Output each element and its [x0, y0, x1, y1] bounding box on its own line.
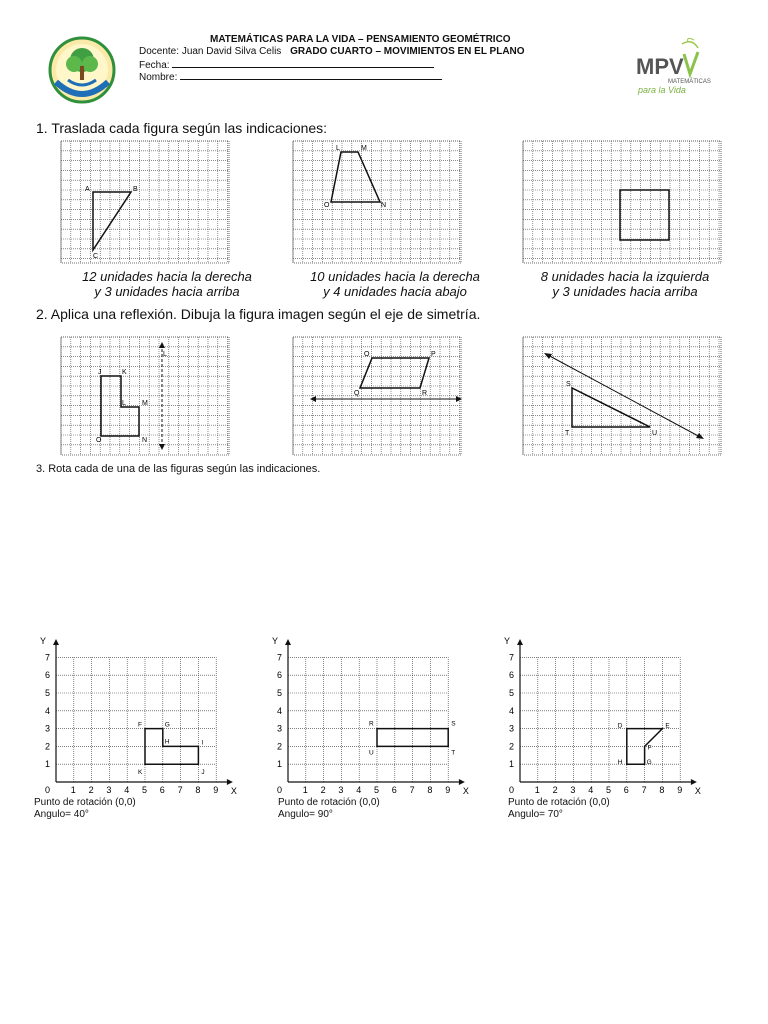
label-r: R [422, 390, 428, 397]
rotation-angle-2: Angulo= 90° [278, 809, 333, 820]
axis-label: L [163, 351, 167, 358]
nombre-label: Nombre: [139, 72, 178, 83]
x-tick-label: 5 [142, 785, 148, 795]
grid-1c [522, 140, 722, 264]
y-tick-label: 7 [45, 652, 51, 663]
x-axis-label: X [462, 786, 469, 796]
rotation-angle-3: Angulo= 70° [508, 809, 563, 820]
docente-label: Docente: [139, 46, 180, 57]
y-tick-label: 3 [277, 723, 283, 734]
x-tick-label: 3 [570, 785, 576, 795]
x-tick-label: 4 [588, 785, 594, 795]
y-axis-arrow-icon [517, 639, 523, 645]
arrow-downright-icon [696, 433, 704, 439]
section3-title: 3. Rota cada de una de las figuras según las indicaciones. [36, 463, 321, 475]
nombre-line [139, 70, 442, 83]
label-l2: L [122, 400, 126, 407]
y-tick-label: 1 [509, 759, 515, 770]
label-p: P [431, 351, 436, 358]
y-tick-label: 4 [277, 705, 283, 716]
y-tick-label: 4 [509, 705, 515, 716]
label-l: L [336, 145, 340, 152]
nombre-field[interactable] [180, 70, 442, 80]
vertex-label: K [138, 769, 143, 777]
y-axis-label: Y [272, 635, 279, 646]
y-tick-label: 7 [509, 652, 515, 663]
mpv-letters: MPV [636, 54, 684, 79]
x-tick-label: 9 [445, 785, 451, 795]
arrow-left-icon [310, 396, 316, 402]
fecha-field[interactable] [172, 58, 434, 68]
x-tick-label: 4 [124, 785, 130, 795]
x-axis-label: X [230, 786, 237, 796]
y-axis-label: Y [504, 635, 511, 646]
y-tick-label: 6 [509, 670, 515, 681]
label-n2: N [142, 437, 148, 444]
y-tick-label: 6 [277, 670, 283, 681]
rotation-caption-1 [34, 797, 136, 821]
caption-1b: 10 unidades hacia la derecha y 4 unidades hacia abajo [310, 269, 480, 299]
y-tick-label: 2 [277, 741, 283, 752]
x-tick-label: 2 [88, 785, 94, 795]
grade-label: GRADO CUARTO – MOVIMIENTOS EN EL PLANO [290, 46, 525, 57]
docente-line [139, 46, 525, 57]
y-tick-label: 5 [509, 688, 515, 698]
x-tick-label: 8 [427, 785, 433, 795]
vertex-label: H [617, 759, 623, 767]
x-tick-label: 3 [106, 785, 112, 795]
mpv-word1: MATEMÁTICAS [668, 79, 711, 85]
square-figure [620, 190, 669, 240]
arrow-down-icon [159, 444, 165, 450]
y-tick-label: 3 [45, 723, 51, 734]
vertex-label: H [164, 738, 170, 746]
vertex-label: F [138, 721, 142, 729]
grid-2a [60, 336, 230, 456]
y-tick-label: 5 [277, 688, 283, 698]
y-tick-label: 1 [45, 759, 51, 770]
vertex-label: U [369, 749, 374, 757]
coordinate-plane-2 [262, 628, 472, 800]
x-tick-label: 2 [552, 785, 558, 795]
arrow-up-icon [159, 342, 165, 348]
label-m2: M [142, 400, 148, 407]
x-tick-label: 5 [374, 785, 380, 795]
grid-2c [522, 336, 722, 456]
vertex-label: S [451, 720, 456, 728]
grid-2b [292, 336, 462, 456]
section2-title: 2. Aplica una reflexión. Dibuja la figura imagen según el eje de simetría. [36, 306, 481, 322]
label-c: C [93, 253, 99, 260]
school-logo [48, 36, 116, 104]
label-t: T [565, 430, 570, 437]
rotation-caption-3 [508, 797, 610, 821]
trapezoid-lmno [331, 152, 380, 202]
vertex-label: I [201, 739, 204, 747]
vertex-label: D [617, 722, 623, 730]
x-tick-label: 6 [391, 785, 397, 795]
x-tick-label: 1 [302, 785, 308, 795]
y-tick-label: 3 [509, 723, 515, 734]
label-o2: O [96, 437, 102, 444]
coordinate-plane-1 [30, 628, 240, 800]
x-tick-label: 1 [534, 785, 540, 795]
docente-name: Juan David Silva Celis [181, 46, 282, 57]
x-tick-label: 8 [195, 785, 201, 795]
caption-1c: 8 unidades hacia la izquierda y 3 unidades hacia arriba [540, 269, 710, 299]
x-tick-label: 0 [45, 785, 51, 795]
rotation-point-1: Punto de rotación (0,0) [34, 797, 136, 808]
label-o3: O [364, 351, 370, 358]
y-tick-label: 5 [45, 688, 51, 698]
rotation-figure [145, 729, 198, 765]
y-tick-label: 6 [45, 670, 51, 681]
mpv-word2: para la Vida [638, 85, 686, 95]
caption-1a: 12 unidades hacia la derecha y 3 unidades hacia arriba [82, 269, 252, 299]
vertex-label: G [164, 721, 170, 729]
x-axis-arrow-icon [227, 779, 233, 785]
label-k: K [122, 369, 127, 376]
vertex-label: J [201, 769, 205, 777]
label-o: O [324, 202, 330, 209]
label-m: M [361, 145, 367, 152]
label-a: A [85, 186, 90, 193]
x-tick-label: 8 [659, 785, 665, 795]
vertex-label: G [646, 759, 652, 767]
y-tick-label: 4 [45, 705, 51, 716]
worksheet-title: MATEMÁTICAS PARA LA VIDA – PENSAMIENTO GEOMÉTRICO [210, 34, 511, 45]
vertex-label: T [451, 749, 456, 757]
vertex-label: R [369, 720, 374, 728]
y-axis-arrow-icon [53, 639, 59, 645]
grid-1b [292, 140, 462, 264]
y-tick-label: 1 [277, 759, 283, 770]
x-axis-arrow-icon [691, 779, 697, 785]
y-tick-label: 2 [45, 741, 51, 752]
x-axis-arrow-icon [459, 779, 465, 785]
fecha-label: Fecha: [139, 60, 170, 71]
x-tick-label: 1 [70, 785, 76, 795]
x-tick-label: 6 [623, 785, 629, 795]
y-axis-arrow-icon [285, 639, 291, 645]
x-tick-label: 0 [509, 785, 515, 795]
coordinate-plane-3 [494, 628, 704, 800]
x-tick-label: 9 [677, 785, 683, 795]
vertex-label: F [647, 744, 652, 752]
x-tick-label: 9 [213, 785, 219, 795]
label-b: B [133, 186, 138, 193]
rotation-point-2: Punto de rotación (0,0) [278, 797, 380, 808]
y-axis-label: Y [40, 635, 47, 646]
rotation-point-3: Punto de rotación (0,0) [508, 797, 610, 808]
section1-title: 1. Traslada cada figura según las indicaciones: [36, 120, 328, 136]
label-s: S [566, 381, 571, 388]
triangle-abc [93, 192, 131, 250]
rotation-angle-1: Angulo= 40° [34, 809, 89, 820]
x-tick-label: 7 [641, 785, 647, 795]
x-tick-label: 2 [320, 785, 326, 795]
parallelogram-figure [360, 358, 429, 388]
x-tick-label: 7 [409, 785, 415, 795]
grid-1a [60, 140, 230, 264]
y-tick-label: 2 [509, 741, 515, 752]
x-tick-label: 3 [338, 785, 344, 795]
label-u: U [652, 430, 658, 437]
y-tick-label: 7 [277, 652, 283, 663]
label-n: N [381, 202, 387, 209]
x-tick-label: 4 [356, 785, 362, 795]
mpv-logo [632, 38, 712, 100]
x-tick-label: 5 [606, 785, 612, 795]
label-j: J [98, 369, 102, 376]
label-q: Q [354, 390, 360, 397]
x-axis-label: X [694, 786, 701, 796]
x-tick-label: 0 [277, 785, 283, 795]
rotation-caption-2 [278, 797, 380, 821]
x-tick-label: 7 [177, 785, 183, 795]
x-tick-label: 6 [159, 785, 165, 795]
arrow-upleft-icon [544, 353, 552, 359]
vertex-label: E [665, 722, 670, 730]
